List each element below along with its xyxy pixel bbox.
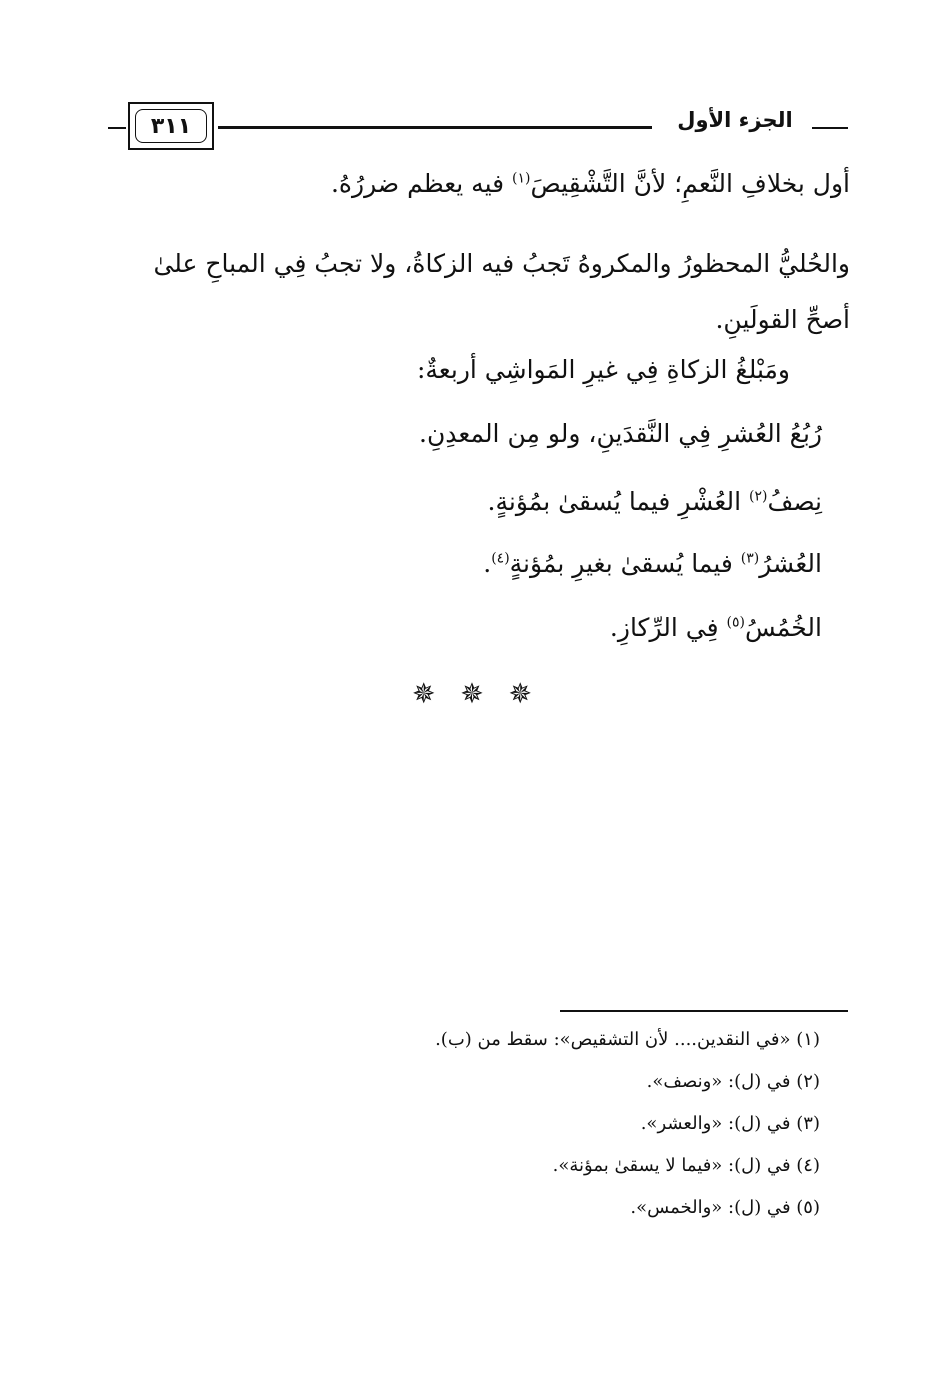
list-item-2-wrap: [488, 487, 850, 516]
footnote-ref-5[interactable]: (٥): [726, 614, 745, 631]
list-item-2-text-a: نِصفُ: [767, 487, 822, 516]
page-header: [0, 94, 943, 160]
list-item-4-text-a: الخُمُسُ: [744, 613, 822, 642]
list-item-1-text: رُبُعُ العُشرِ فِي النَّقدَينِ، ولو مِن المعدِنِ.: [419, 419, 822, 448]
running-title: الجزء الأول: [677, 108, 793, 132]
star-ornament-icon: ✵: [412, 676, 436, 710]
list-item-3: [106, 548, 850, 581]
list-item-2-text-b: العُشْرِ فيما يُسقىٰ بمُؤنةٍ.: [487, 487, 749, 516]
footnote-3: (٣) في (ل): «والعشر».: [640, 1113, 820, 1134]
list-item-4-wrap: [610, 613, 850, 642]
list-item-3-text-b: فيما يُسقىٰ بغيرِ بمُؤنةٍ: [509, 549, 741, 578]
footnote-separator: [560, 1010, 848, 1012]
list-item-4: [106, 612, 850, 645]
page-number: ٣١١: [135, 109, 207, 143]
paragraph-3-text: ومَبْلغُ الزكاةِ فِي غيرِ المَواشِي أربعةٌ:: [416, 355, 790, 384]
header-rule-right: [812, 127, 848, 129]
footnote-4: (٤) في (ل): «فيما لا يسقىٰ بمؤنة».: [552, 1155, 820, 1176]
header-rule: [218, 126, 652, 129]
list-item-3-text-c: .: [483, 549, 492, 578]
footnote-ref-3[interactable]: (٣): [740, 550, 760, 567]
list-item-4-text-b: فِي الرِّكازِ.: [609, 613, 727, 642]
star-ornament-icon: ✵: [460, 676, 484, 710]
star-ornament-icon: ✵: [508, 676, 532, 710]
footnote-ref-2[interactable]: (٢): [749, 488, 768, 505]
list-item-2: [106, 486, 850, 519]
section-ornament: [412, 676, 532, 710]
footnote-1: (١) «في النقدين.... لأن التشقيص»: سقط من (ب).: [435, 1029, 820, 1050]
footnote-ref-1[interactable]: (١): [512, 170, 531, 187]
footnote-ref-4[interactable]: (٤): [491, 550, 510, 567]
paragraph-3: [106, 354, 818, 387]
list-item-3-text-a: العُشرُ: [759, 549, 822, 578]
paragraph-2: والحُليُّ المحظورُ والمكروهُ تَجبُ فيه الزكاةُ، ولا تجبُ فِي المباحِ علىٰ أصحِّ القولَينِ.: [153, 249, 850, 334]
paragraph-1-text-b: فيه يعظم ضررُهُ.: [330, 169, 513, 198]
footnote-5: (٥) في (ل): «والخمس».: [630, 1197, 820, 1218]
paragraph-1: [106, 168, 850, 201]
header-rule-left: [108, 127, 126, 129]
paragraph-1-text-a: أول بخلافِ النَّعمِ؛ لأنَّ التَّشْقِيصَ: [530, 169, 850, 198]
footnote-2: (٢) في (ل): «ونصف».: [646, 1071, 820, 1092]
page-number-frame: [128, 102, 214, 150]
list-item-1: [106, 418, 850, 451]
list-item-3-wrap: [483, 549, 850, 578]
